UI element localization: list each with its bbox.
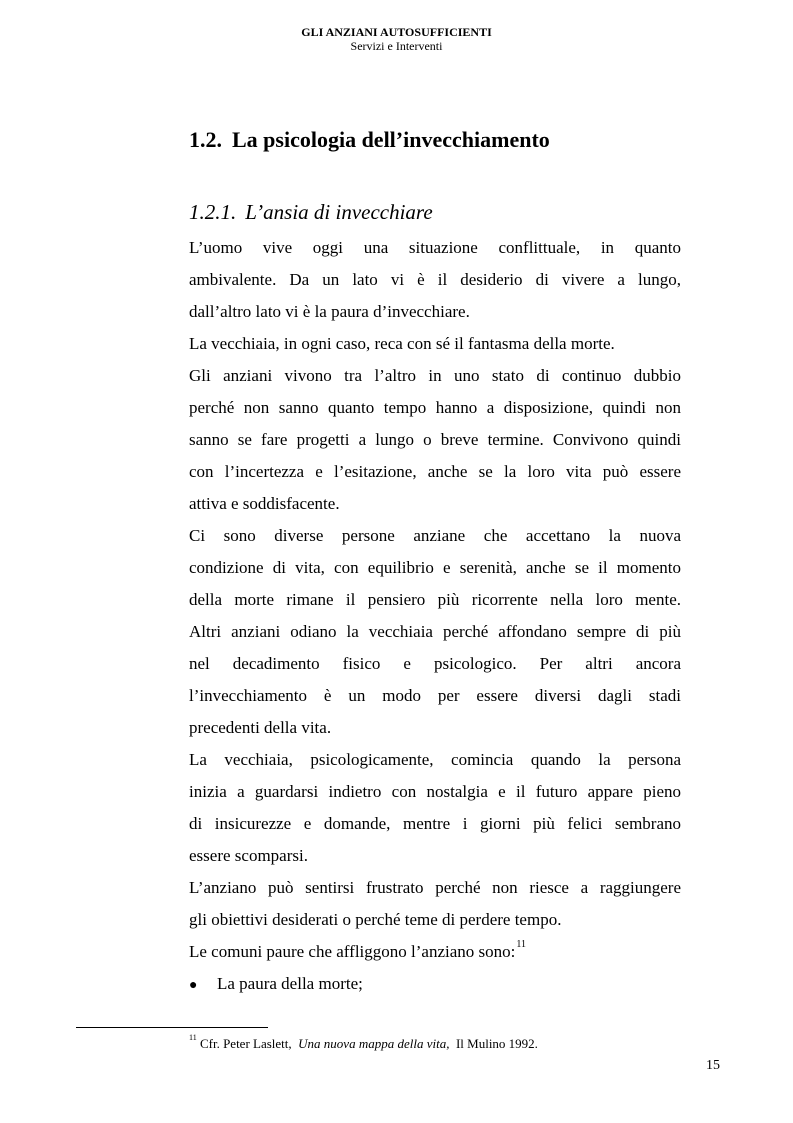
text-line: sanno se fare progetti a lungo o breve termine. Convivono quindi [189,430,681,449]
bullet-item [189,968,681,1000]
text-line: Altri anziani odiano la vecchiaia perché affondano sempre di più [189,622,681,641]
footnote-separator [76,1027,268,1028]
section-heading [189,127,550,153]
text-line: Gli anziani vivono tra l’altro in uno stato di continuo dubbio [189,366,681,385]
text-line: con l’incertezza e l’esitazione, anche se la loro vita può essere [189,462,681,481]
text-line: di insicurezze e domande, mentre i giorni più felici sembrano [189,814,681,833]
text-line: l’invecchiamento è un modo per essere diversi dagli stadi [189,686,681,705]
text-line: della morte rimane il pensiero più ricorrente nella loro mente. [189,590,681,609]
footnote-book-title: Una nuova mappa della vita, [298,1036,450,1051]
text-line: condizione di vita, con equilibrio e serenità, anche se il momento [189,558,681,577]
text-line: ambivalente. Da un lato vi è il desiderio di vivere a lungo, [189,270,681,289]
running-header [0,25,793,53]
subsection-number: 1.2.1. [189,200,237,224]
text-line-with-footnote [189,936,681,968]
text-line: L’uomo vive oggi una situazione conflittuale, in quanto [189,238,681,257]
running-header-subtitle: Servizi e Interventi [350,39,443,53]
section-title: La psicologia dell’invecchiamento [232,127,550,152]
subsection-title: L’ansia di invecchiare [245,200,433,224]
footnote-suffix: Il Mulino 1992. [455,1036,538,1051]
text-line: precedenti della vita. [189,718,332,737]
text-line: perché non sanno quanto tempo hanno a disposizione, quindi non [189,398,681,417]
page-number: 15 [706,1058,720,1073]
body-text [189,232,681,1000]
section-number: 1.2. [189,127,222,152]
text-line: dall’altro lato vi è la paura d’invecchiare. [189,302,470,321]
text-line: attiva e soddisfacente. [189,494,340,513]
text-line: La vecchiaia, in ogni caso, reca con sé il fantasma della morte. [189,334,615,353]
footnote-reference[interactable]: 11 [516,939,526,950]
text-line: Ci sono diverse persone anziane che accettano la nuova [189,526,681,545]
text-line: nel decadimento fisico e psicologico. Per altri ancora [189,654,681,673]
footnote [189,1033,538,1052]
bullet-icon: ● [189,978,198,993]
footnote-number: 11 [189,1033,197,1042]
text-line: La vecchiaia, psicologicamente, comincia quando la persona [189,750,681,769]
text-line: L’anziano può sentirsi frustrato perché non riesce a raggiungere [189,878,681,897]
text-line-content: Le comuni paure che affliggono l’anziano sono: [189,942,516,961]
bullet-text: La paura della morte; [217,974,363,993]
running-header-title: GLI ANZIANI AUTOSUFFICIENTI [301,25,492,39]
subsection-heading [189,200,433,225]
text-line: essere scomparsi. [189,846,308,865]
footnote-prefix: Cfr. Peter Laslett, [199,1036,292,1051]
text-line: gli obiettivi desiderati o perché teme di perdere tempo. [189,910,562,929]
text-line: inizia a guardarsi indietro con nostalgia e il futuro appare pieno [189,782,681,801]
